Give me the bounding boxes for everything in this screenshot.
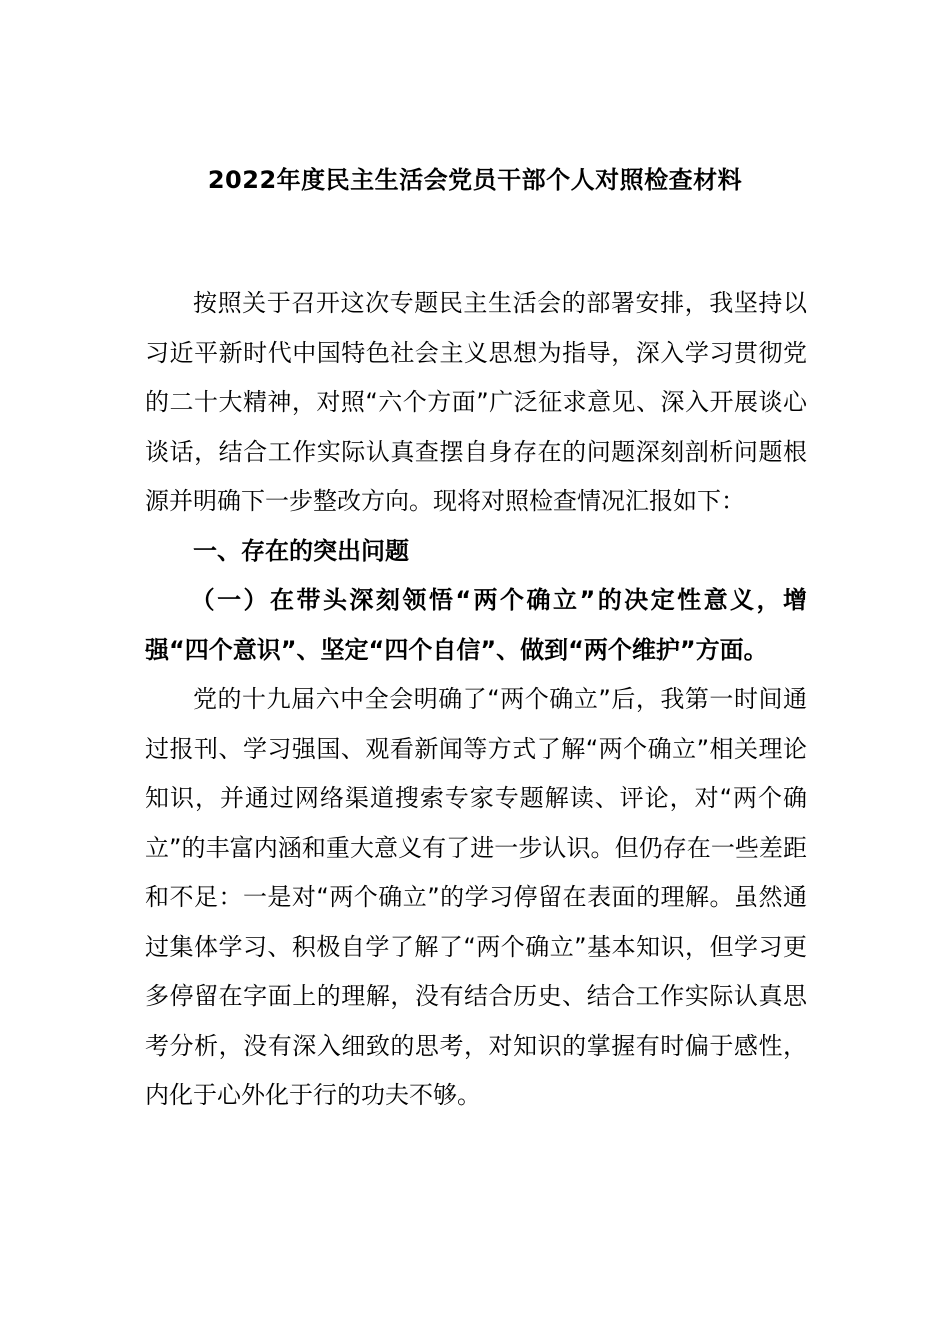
document-body [145, 279, 807, 1121]
subsection-heading: （一）在带头深刻领悟“两个确立”的决定性意义，增强“四个意识”、坚定“四个自信”、做到“两个维护”方面。 [145, 586, 807, 664]
intro-paragraph: 按照关于召开这次专题民主生活会的部署安排，我坚持以习近平新时代中国特色社会主义思想为指导，深入学习贯彻党的二十大精神，对照“六个方面”广泛征求意见、深入开展谈心谈话，结合工作实际认真查摆自身存在的问题深刻剖析问题根源并明确下一步整改方向。现将对照检查情况汇报如下： [145, 289, 807, 515]
document-title: 2022年度民主生活会党员干部个人对照检查材料 [207, 166, 743, 194]
section-heading: 一、存在的突出问题 [193, 536, 409, 565]
body-paragraph: 党的十九届六中全会明确了“两个确立”后，我第一时间通过报刊、学习强国、观看新闻等方式了解“两个确立”相关理论知识，并通过网络渠道搜索专家专题解读、评论，对“两个确立”的丰富内涵和重大意义有了进一步认识。但仍存在一些差距和不足：一是对“两个确立”的学习停留在表面的理解。虽然通过集体学习、积极自学了解了“两个确立”基本知识，但学习更多停留在字面上的理解，没有结合历史、结合工作实际认真思考分析，没有深入细致的思考，对知识的掌握有时偏于感性，内化于心外化于行的功夫不够。 [145, 685, 807, 1109]
